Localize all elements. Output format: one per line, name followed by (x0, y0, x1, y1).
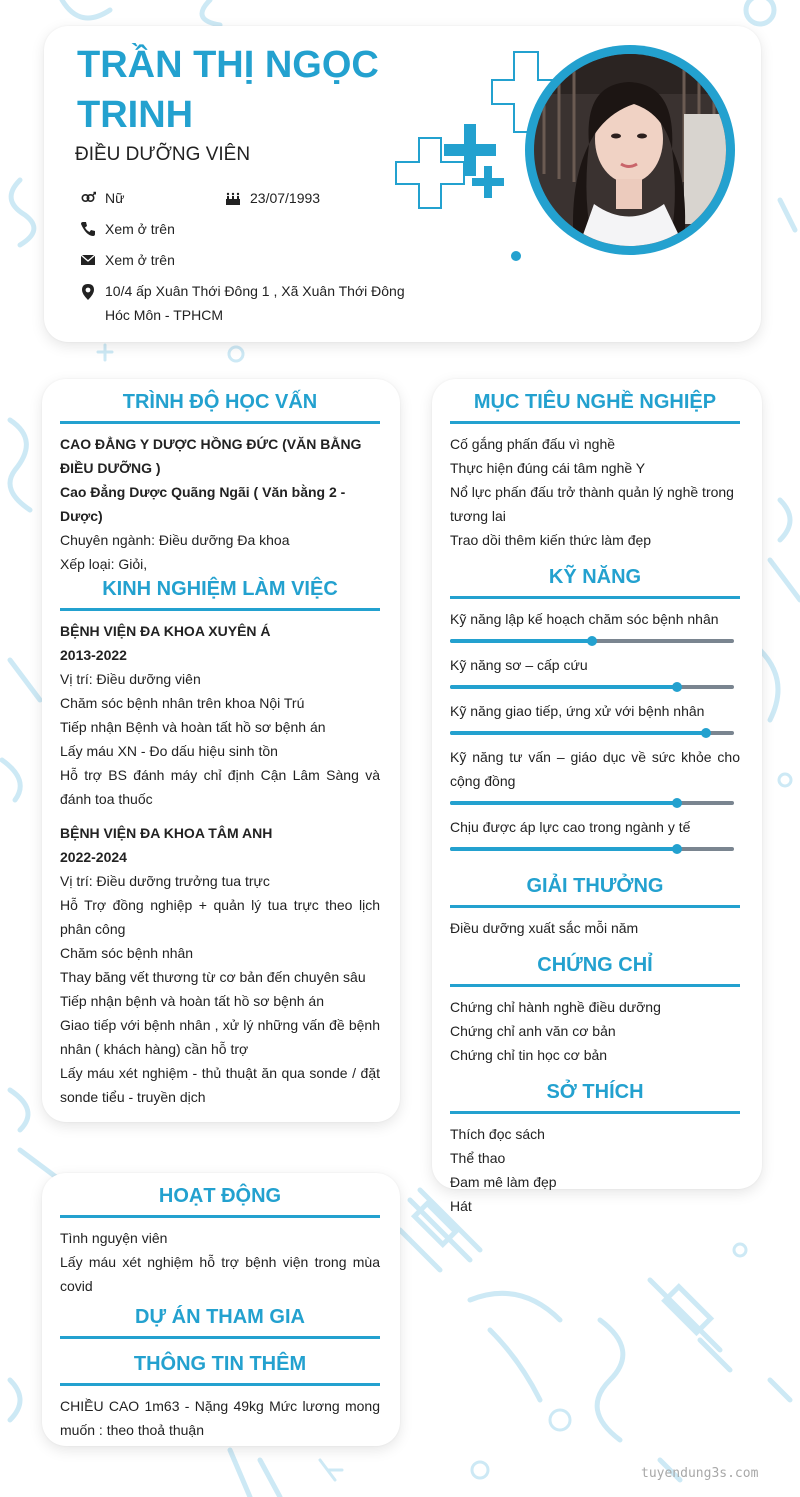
education-school-2: Cao Đẳng Dược Quãng Ngãi ( Văn bằng 2 -Dược) (60, 484, 346, 524)
address-value: 10/4 ấp Xuân Thới Đông 1 , Xã Xuân Thới Đông Hóc Môn - TPHCM (105, 283, 405, 323)
email-row (80, 248, 175, 272)
job-company: BỆNH VIỆN ĐA KHOA TÂM ANH (60, 825, 273, 841)
map-pin-icon (80, 283, 96, 301)
hobby-line: Đam mê làm đẹp (450, 1174, 557, 1190)
watermark: tuyendung3s.com (641, 1466, 759, 1481)
job-task: Hỗ trợ BS đánh máy chỉ định Cận Lâm Sàng và đánh toa thuốc (60, 767, 380, 807)
skill-bar (450, 685, 734, 689)
job-period: 2022-2024 (60, 849, 127, 865)
skills-title: KỸ NĂNG (450, 564, 740, 599)
skill-name: Kỹ năng tư vấn – giáo dục về sức khỏe cho cộng đồng (450, 749, 740, 789)
activities-card (42, 1173, 400, 1446)
job-task: Thay băng vết thương từ cơ bản đến chuyên sâu (60, 969, 366, 985)
job-task: Chăm sóc bệnh nhân (60, 945, 194, 961)
skill-item (450, 815, 740, 851)
objective-line: Thực hiện đúng cái tâm nghề Y (450, 460, 646, 476)
job-task: Lấy máu XN - Đo dấu hiệu sinh tồn (60, 743, 278, 759)
gender-row (80, 186, 124, 210)
certificate-line: Chứng chỉ hành nghề điều dưỡng (450, 999, 661, 1015)
education-grade: Xếp loại: Giỏi, (60, 556, 148, 572)
skill-name: Kỹ năng sơ – cấp cứu (450, 657, 588, 673)
activity-line: Lấy máu xét nghiệm hỗ trợ bệnh viện trong mùa covid (60, 1254, 380, 1294)
birthday-row (225, 186, 320, 210)
avatar (525, 45, 735, 255)
skill-bar (450, 801, 734, 805)
certificate-line: Chứng chỉ tin học cơ bản (450, 1047, 608, 1063)
objective-line: Nổ lực phấn đấu trở thành quản lý nghề trong tương lai (450, 484, 734, 524)
objective-line: Trao dồi thêm kiến thức làm đẹp (450, 532, 652, 548)
skill-bar (450, 731, 734, 735)
left-column-card (42, 379, 400, 1122)
skill-item (450, 699, 740, 735)
gender-value: Nữ (105, 190, 125, 206)
hobby-line: Thích đọc sách (450, 1126, 545, 1142)
birthday-cake-icon (225, 190, 241, 206)
job-task: Lấy máu xét nghiệm - thủ thuật ăn qua sonde / đặt sonde tiểu - truyền dịch (60, 1065, 380, 1105)
activity-line: Tình nguyện viên (60, 1230, 168, 1246)
activities-title: HOẠT ĐỘNG (60, 1183, 380, 1218)
envelope-icon (80, 252, 96, 268)
projects-title: DỰ ÁN THAM GIA (60, 1304, 380, 1339)
profile-header-card (44, 26, 761, 342)
gender-icon (80, 190, 96, 206)
hobbies-title: SỞ THÍCH (450, 1079, 740, 1114)
certificates-title: CHỨNG CHỈ (450, 952, 740, 987)
job-task: Chăm sóc bệnh nhân trên khoa Nội Trú (60, 695, 305, 711)
hobby-line: Thể thao (450, 1150, 506, 1166)
skill-item (450, 745, 740, 805)
candidate-name: TRẦN THỊ NGỌC TRINH (77, 44, 379, 136)
job-period: 2013-2022 (60, 647, 127, 663)
skill-item (450, 607, 740, 643)
awards-title: GIẢI THƯỞNG (450, 873, 740, 908)
email-value[interactable]: Xem ở trên (105, 252, 175, 268)
education-major: Chuyên ngành: Điều dưỡng Đa khoa (60, 532, 290, 548)
right-column-card (432, 379, 762, 1214)
objective-line: Cố gắng phấn đấu vì nghề (450, 436, 616, 452)
skill-item (450, 653, 740, 689)
job-position: Vị trí: Điều dưỡng viên (60, 671, 201, 687)
education-title: TRÌNH ĐỘ HỌC VẤN (60, 389, 380, 424)
skills-list (450, 607, 740, 851)
job-task: Giao tiếp với bệnh nhân , xử lý những vấn đề bệnh nhân ( khách hàng) cần hỗ trợ (60, 1017, 380, 1057)
objective-title: MỤC TIÊU NGHỀ NGHIỆP (450, 389, 740, 424)
job-title: ĐIỀU DƯỠNG VIÊN (75, 144, 251, 165)
skill-name: Kỹ năng lập kế hoạch chăm sóc bệnh nhân (450, 611, 719, 627)
job-task: Hỗ Trợ đồng nghiệp + quản lý tua trực theo lịch phân công (60, 897, 380, 937)
certificate-line: Chứng chỉ anh văn cơ bản (450, 1023, 616, 1039)
job-task: Tiếp nhận Bệnh và hoàn tất hồ sơ bệnh án (60, 719, 326, 735)
skill-name: Kỹ năng giao tiếp, ứng xử với bệnh nhân (450, 703, 705, 719)
address-row (80, 279, 410, 327)
job-entry (60, 821, 380, 1109)
job-company: BỆNH VIỆN ĐA KHOA XUYÊN Á (60, 623, 271, 639)
experience-title: KINH NGHIỆM LÀM VIỆC (60, 576, 380, 611)
award-line: Điều dưỡng xuất sắc mỗi năm (450, 920, 639, 936)
phone-value[interactable]: Xem ở trên (105, 221, 175, 237)
hobby-line: Hát (450, 1198, 472, 1214)
phone-row (80, 217, 175, 241)
skill-name: Chịu được áp lực cao trong ngành y tế (450, 819, 691, 835)
job-task: Tiếp nhận bệnh và hoàn tất hồ sơ bệnh án (60, 993, 324, 1009)
education-school-1: CAO ĐẲNG Y DƯỢC HỒNG ĐỨC (VĂN BẰNG ĐIỀU DƯỠNG ) (60, 436, 362, 476)
extra-info-title: THÔNG TIN THÊM (60, 1351, 380, 1386)
phone-icon (80, 221, 96, 237)
job-entry (60, 619, 380, 811)
job-position: Vị trí: Điều dưỡng trưởng tua trực (60, 873, 270, 889)
avatar-photo (534, 54, 726, 246)
birthday-value: 23/07/1993 (250, 190, 321, 206)
skill-bar (450, 847, 734, 851)
skill-bar (450, 639, 734, 643)
extra-info-text: CHIỀU CAO 1m63 - Nặng 49kg Mức lương mong muốn : theo thoả thuận (60, 1398, 380, 1438)
